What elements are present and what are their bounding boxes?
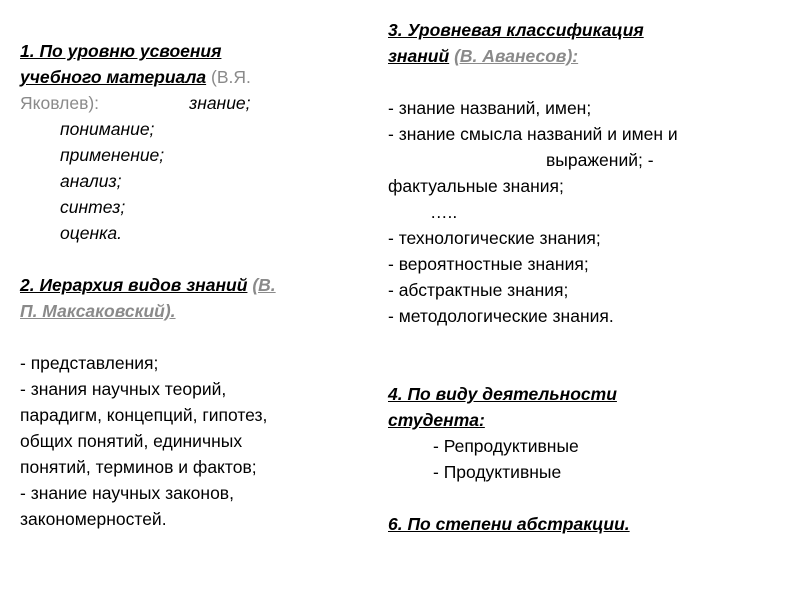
section-1 [20, 38, 365, 246]
section-4-item: - Репродуктивные [433, 436, 579, 456]
section-2-line: закономерностей. [20, 509, 167, 529]
section-1-item: применение; [60, 145, 165, 165]
section-3 [388, 17, 788, 329]
section-4 [388, 381, 788, 485]
section-2-line: общих понятий, единичных [20, 431, 243, 451]
section-2-line: парадигм, концепций, гипотез, [20, 405, 268, 425]
section-4-heading-line-2: студента: [388, 410, 485, 430]
section-3-line: - технологические знания; [388, 228, 601, 248]
section-1-item: оценка. [60, 223, 122, 243]
section-3-line: выражений; - [546, 150, 654, 170]
section-1-author-part-2: Яковлев): [20, 93, 100, 113]
section-6-heading: 6. По степени абстракции. [388, 514, 630, 534]
section-6 [388, 511, 788, 537]
section-1-item: анализ; [60, 171, 122, 191]
section-1-item: понимание; [60, 119, 155, 139]
section-1-item: знание; [189, 93, 251, 113]
section-2 [20, 272, 365, 532]
section-3-author: (В. Аванесов): [454, 46, 579, 66]
section-3-heading-line-1: 3. Уровневая классификация [388, 20, 644, 40]
section-3-line: фактуальные знания; [388, 176, 564, 196]
left-column [20, 38, 365, 532]
section-2-author-part-1: (В. [252, 275, 276, 295]
section-2-line: - знания научных теорий, [20, 379, 227, 399]
section-2-line: понятий, терминов и фактов; [20, 457, 257, 477]
section-2-line: - знание научных законов, [20, 483, 234, 503]
section-3-heading-line-2: знаний [388, 46, 450, 66]
section-1-item: синтез; [60, 197, 126, 217]
section-4-heading-line-1: 4. По виду деятельности [388, 384, 617, 404]
section-3-line: - знание смысла названий и имен и [388, 124, 678, 144]
section-4-item: - Продуктивные [433, 462, 562, 482]
section-3-line: - методологические знания. [388, 306, 614, 326]
section-1-heading-line-1: 1. По уровню усвоения [20, 41, 222, 61]
section-3-line: - вероятностные знания; [388, 254, 589, 274]
section-2-line: - представления; [20, 353, 159, 373]
section-2-author-part-2: П. Максаковский). [20, 301, 176, 321]
section-1-author-part-1: (В.Я. [211, 67, 251, 87]
section-2-heading: 2. Иерархия видов знаний [20, 275, 248, 295]
section-3-line: - знание названий, имен; [388, 98, 592, 118]
section-3-line: - абстрактные знания; [388, 280, 569, 300]
section-3-line: ….. [430, 202, 458, 222]
right-column [388, 17, 788, 537]
section-1-heading-line-2: учебного материала [20, 67, 207, 87]
